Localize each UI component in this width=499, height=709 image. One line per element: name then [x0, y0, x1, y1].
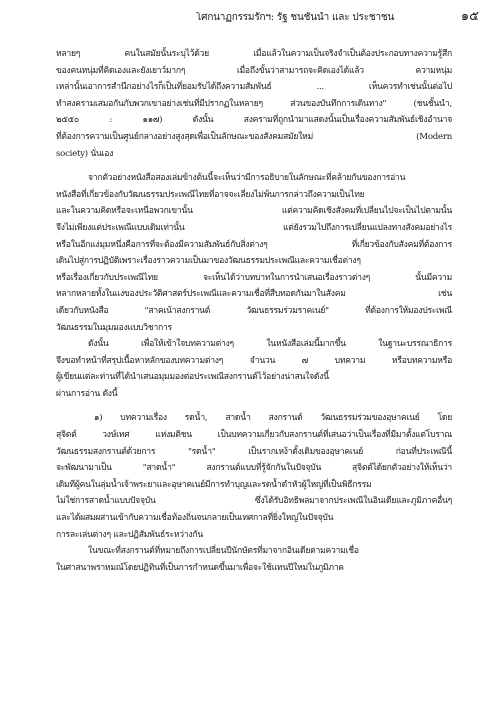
text-line: ๒๕๕๐ : ๑๑๗) ดังนั้น สงครามที่ถูกนำมาแสดงนั้นเป็นเรื่องความสัมพันธ์เชิงอำนาจ	[56, 115, 452, 126]
text-line: หรือในอีกแง่มุมหนึ่งคือการที่จะต้องมีความสัมพันธ์กับสิ่งต่างๆ ที่เกี่ยวข้องกับสังคมที่ต้องการ	[56, 239, 452, 250]
text-line: ในขณะที่สงกรานต์ที่หมายถึงการเปลี่ยนปีนักษัตรที่มาจากอินเดียตามความเชื่อ	[88, 546, 359, 557]
paragraph-5	[56, 543, 452, 576]
page-header	[0, 0, 499, 40]
text-line: ที่ต้องการความเป็นศูนย์กลางอย่างสูงสุดเพื่อเป็นลักษณะของสังคมสมัยใหม่ (Modern	[56, 131, 452, 142]
text-line: เหล่านั้นเอาการสำนึกอย่างไรก็เป็นที่ยอมรับได้ถึงความสัมพันธ์ ... เห็นควรทำเช่นนั้นต่อไป	[56, 82, 452, 93]
text-line: จะพัฒนามาเป็น "สาดน้ำ" สงกรานต์แบบที่รู้จักกันในปัจจุบัน สุจิตต์ได้ยกตัวอย่างให้เห็นว่า	[56, 463, 452, 474]
paragraph-1	[56, 46, 452, 162]
text-line: ผ่านการอ่าน ดังนี้	[56, 388, 118, 399]
text-line: เดิมทีผู้คนในลุ่มน้ำเจ้าพระยาและอุษาคเนย์มีการทำบุญและรดน้ำดำหัวผู้ใหญ่ที่เป็นพิธีกรรม	[56, 479, 372, 490]
text-line: ทำสงครามเสมอกันกับพวกเขาอย่างเช่นที่มีปรากฏในหลายๆ ส่วนของบันทึกการเดินทาง" (ชนชั้นนำ,	[56, 98, 452, 109]
paragraph-2	[56, 170, 452, 336]
text-line: ไม่ใช่การสาดน้ำแบบปัจจุบัน ซึ่งได้รับอิทธิพลมาจากประเพณีในอินเดียและภูมิภาคอื่นๆ	[56, 496, 452, 507]
page-number: ๑๕	[460, 9, 479, 24]
text-line: วัฒนธรรมสงกรานต์ด้วยการ "รดน้ำ" เป็นรากเหง้าดั้งเดิมของอุษาคเนย์ ก่อนที่ประเพณีนี้	[56, 446, 452, 457]
text-line: society) นั่นเอง	[56, 148, 114, 159]
text-line: จึงขอทำหน้าที่สรุปเนื้อหาหลักของบทความต่างๆ จำนวน ๗ บทความ หรือบทความหรือ	[56, 355, 452, 366]
text-line: สุจิตต์ วงษ์เทศ แห่งมติชน เป็นบทความเกี่ยวกับสงกรานต์ที่เสนอว่าเป็นเรื่องที่มีมาตั้งแต่โบราณ	[56, 430, 452, 441]
text-line: หลายๆ คนในสมัยนั้นระบุไว้ด้วย เมื่อแล้วในความเป็นจริงจำเป็นต้องประกอบทางความรู้สึก	[56, 49, 452, 59]
paragraph-3	[56, 336, 452, 402]
text-line: หนังสือที่เกี่ยวข้องกับวัฒนธรรมประเพณีไทยที่อาจจะเลี่ยงไม่พ้นการกล่าวถึงความเป็นไทย	[56, 189, 365, 200]
paragraph-4	[56, 410, 452, 543]
text-line: ของคนหนุ่มที่คิดเองและยังเยาว์มากๆ เมื่อถึงขั้นว่าสามารถจะคิดเองได้แล้ว ความหนุ่ม	[56, 65, 452, 76]
text-line: วัฒนธรรมในมุมมองแบบวิชาการ	[56, 322, 172, 333]
text-line: ดังนั้น เพื่อให้เข้าใจบทความต่างๆ ในหนังสือเล่มนี้มากขึ้น ในฐานะบรรณาธิการ	[88, 339, 452, 350]
text-line: ๑) บทความเรื่อง รดน้ำ, สาดน้ำ สงกรานต์ วัฒนธรรมร่วมของอุษาคเนย์ โดย	[94, 413, 452, 424]
text-line: และได้ผสมผสานเข้ากับความเชื่อท้องถิ่นจนกลายเป็นเทศกาลที่ยิ่งใหญ่ในปัจจุบัน	[56, 513, 334, 524]
text-line: เดินไปสู่การปฏิบัติเพราะเรื่องราวความเป็นมาของวัฒนธรรมประเพณีและความเชื่อต่างๆ	[56, 256, 361, 267]
text-line: ในศาสนาพราหมณ์โดยปฏิทินที่เป็นการกำหนดขึ้นมาเพื่อจะใช้แทนปีใหม่ในภูมิภาค	[56, 562, 344, 573]
text-line: หลากหลายทั้งในแง่ของประวัติศาสตร์ประเพณีและความเชื่อที่สืบทอดกันมาในสังคม เช่น	[56, 289, 452, 300]
text-line: เดียวกับหนังสือ "สาคเน้าสงกรานต์ วัฒนธรรมร่วมราคเนย์" ที่ต้องการให้มองประเพณี	[56, 305, 452, 316]
running-header-title: โศกนาฏกรรมรักฯ: รัฐ ชนชั้นนำ และ ประชาชน	[196, 12, 395, 23]
text-line: ผู้เขียนแต่ละท่านที่ได้นำเสนอมุมมองต่อประเพณีสงกรานต์ไว้อย่างน่าสนใจดังนี้	[56, 372, 329, 383]
text-line: และในความคิดหรือจะเหนือพวกเขานั้น แต่ความคิดเชิงสังคมที่เปลี่ยนไปจะเป็นไปตามนั้น	[56, 206, 452, 217]
document-body	[56, 46, 452, 576]
text-line: จึงไม่เพียงแต่ประเพณีแบบเดิมเท่านั้น แต่ยังรวมไปถึงการเปลี่ยนแปลงทางสังคมอย่างไร	[56, 222, 452, 233]
text-line: หรือเรื่องเกี่ยวกับประเพณีไทย จะเห็นได้ว่าบทบาทในการนำเสนอเรื่องราวต่างๆ นั้นมีความ	[56, 272, 452, 283]
text-line: จากตัวอย่างหนังสือสองเล่มข้างต้นนี้จะเห็นว่ามีการอธิบายในลักษณะที่คล้ายกันของการอ่าน	[88, 173, 406, 184]
text-line: การละเล่นต่างๆ และปฏิสัมพันธ์ระหว่างกัน	[56, 529, 203, 540]
